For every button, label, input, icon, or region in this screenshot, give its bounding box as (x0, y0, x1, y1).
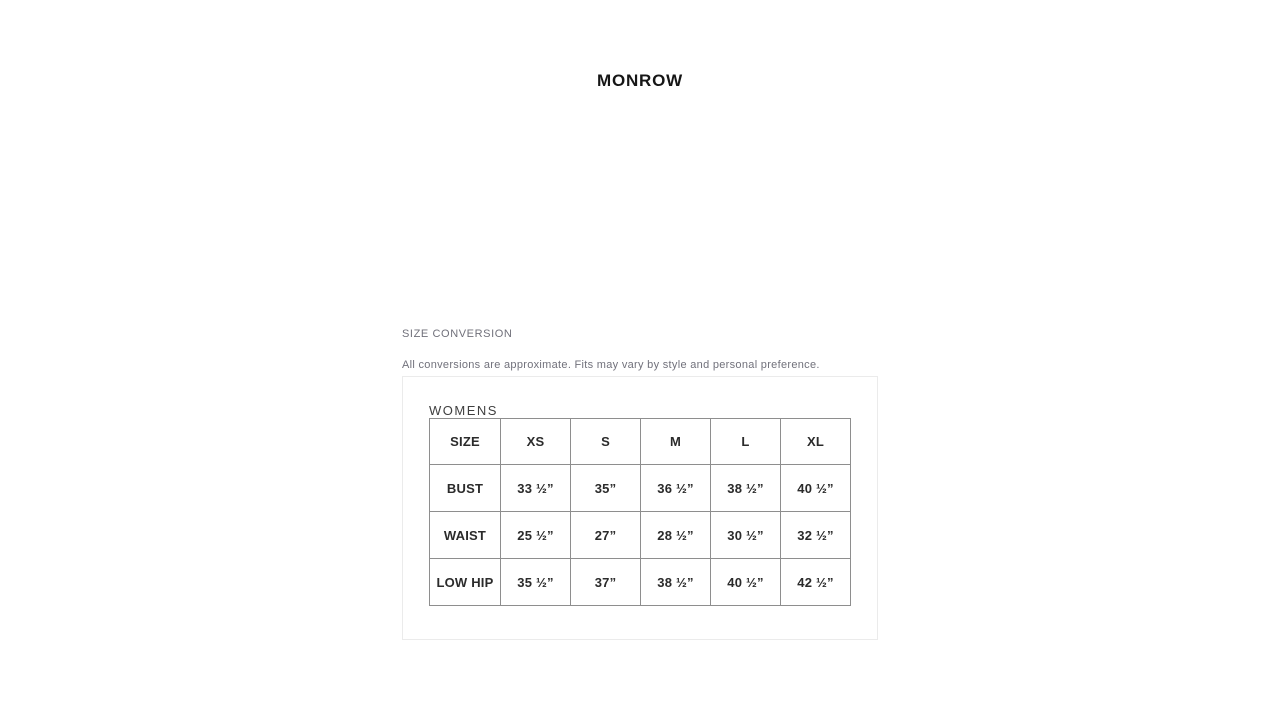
row-label: WAIST (430, 512, 501, 559)
size-value: 36 ½” (641, 465, 711, 512)
size-value: 37” (571, 559, 641, 606)
column-header-xl: XL (781, 419, 851, 465)
size-table (429, 418, 851, 606)
size-value: 33 ½” (501, 465, 571, 512)
size-conversion-section (402, 327, 878, 640)
size-value: 38 ½” (641, 559, 711, 606)
row-label: LOW HIP (430, 559, 501, 606)
size-value: 35” (571, 465, 641, 512)
size-value: 38 ½” (711, 465, 781, 512)
size-value: 42 ½” (781, 559, 851, 606)
table-header-row (430, 419, 851, 465)
table-row-waist (430, 512, 851, 559)
column-header-size: SIZE (430, 419, 501, 465)
size-value: 32 ½” (781, 512, 851, 559)
size-value: 30 ½” (711, 512, 781, 559)
table-row-bust (430, 465, 851, 512)
table-row-low-hip (430, 559, 851, 606)
column-header-l: L (711, 419, 781, 465)
section-disclaimer: All conversions are approximate. Fits may vary by style and personal preference. (402, 359, 820, 371)
column-header-m: M (641, 419, 711, 465)
size-value: 25 ½” (501, 512, 571, 559)
size-value: 40 ½” (781, 465, 851, 512)
size-value: 28 ½” (641, 512, 711, 559)
row-label: BUST (430, 465, 501, 512)
section-heading: SIZE CONVERSION (402, 328, 513, 340)
brand-logo[interactable]: MONROW (596, 71, 683, 90)
column-header-s: S (571, 419, 641, 465)
size-value: 40 ½” (711, 559, 781, 606)
site-header (0, 0, 1280, 91)
group-label-womens: WOMENS (429, 403, 498, 418)
size-chart-box (402, 376, 878, 640)
size-value: 27” (571, 512, 641, 559)
column-header-xs: XS (501, 419, 571, 465)
size-value: 35 ½” (501, 559, 571, 606)
